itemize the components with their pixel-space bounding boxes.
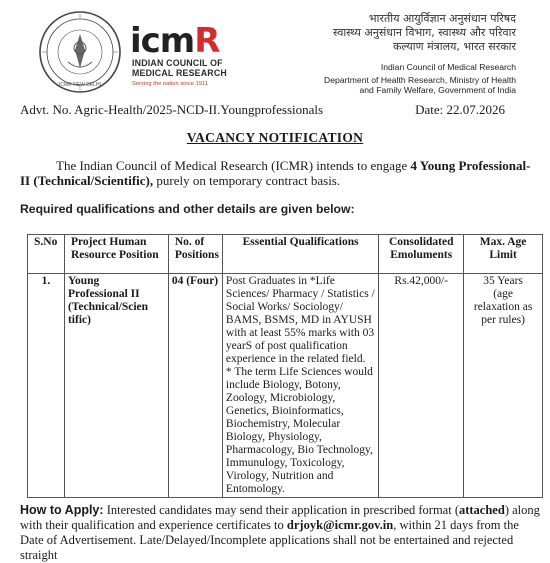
age-line-2: (age [493, 288, 513, 300]
cell-position [64, 274, 168, 498]
logo-accent: R [194, 21, 220, 61]
intro-paragraph [20, 158, 540, 188]
cell-sno: 1. [28, 274, 65, 498]
dept-line-2: and Family Welfare, Government of India [359, 85, 516, 95]
qualification-note: * The term Life Sciences would include Biology, Botony, Zoology, Microbiology, Genetics, Bioinformatics, Biochemistry, Molecular Biology, Physiology, Pharmacology, Bio Technology, Immunulogy, Toxicology, Virology, Nutrition and Entomology. [225, 366, 373, 495]
hindi-header [333, 12, 516, 54]
logo-name-line2: MEDICAL RESEARCH [132, 68, 227, 78]
dept-line-1: Department of Health Research, Ministry of Health [323, 74, 516, 85]
hindi-line-1: भारतीय आयुर्विज्ञान अनुसंधान परिषद [368, 12, 516, 25]
how-to-apply-label: How to Apply: [20, 503, 104, 517]
logo-name-line1: INDIAN COUNCIL OF [132, 58, 223, 68]
col-header-position: Project Human Resource Position [64, 235, 168, 274]
col-header-qualifications: Essential Qualifications [222, 235, 378, 274]
org-name-en: Indian Council of Medical Research [380, 62, 516, 72]
email-link[interactable]: drjoyk@icmr.gov.in [286, 518, 394, 532]
position-line-1: Young [67, 275, 100, 287]
intro-text-1: The Indian Council of Medical Research (ICMR) intends to engage [56, 158, 411, 173]
vacancy-table [27, 234, 543, 498]
notification-date: Date: 22.07.2026 [415, 102, 505, 117]
age-line-3: relaxation as [473, 301, 533, 313]
table-row [28, 274, 543, 498]
hindi-line-2: स्वास्थ्य अनुसंधान विभाग, स्वास्थ्य और परिवार [332, 26, 516, 39]
age-line-1: 35 Years [483, 275, 523, 287]
cell-qualification [222, 274, 378, 498]
logo-org-name [132, 58, 227, 78]
col-header-emoluments: Consolidated Emoluments [379, 235, 464, 274]
requirements-heading: Required qualifications and other details are given below: [20, 202, 355, 216]
how-text-3: , within 21 days from the Date of Advertisement. Late/Delayed/Incomplete applications shall not be entertained and rejected straight [20, 518, 519, 562]
cell-positions: 04 (Four) [168, 274, 222, 498]
qualification-text: Post Graduates in *Life Sciences/ Pharmacy / Statistics / Social Works/ Sociology/ BAMS, BSMS, MD in AYUSH with at least 55% marks with 03 yearS of post qualification experience in the related field. [225, 275, 375, 365]
icmr-wordmark [130, 21, 220, 61]
seal-text: ICMR NEW DELHI [59, 82, 101, 88]
cell-age-limit [464, 274, 543, 498]
advertisement-number: Advt. No. Agric-Health/2025-NCD-II.Youngprofessionals [20, 102, 324, 117]
icmr-seal-logo [38, 10, 122, 94]
how-text-1: Interested candidates may send their application in prescribed format ( [103, 503, 459, 517]
hindi-line-3: कल्याण मंत्रालय, भारत सरकार [392, 40, 516, 53]
col-header-sno: S.No [28, 235, 65, 274]
intro-bold: 4 Young Professional-II (Technical/Scientific), [20, 158, 531, 188]
table-header-row [28, 235, 543, 274]
logo-prefix: icm [130, 21, 195, 61]
position-line-3: (Technical/Scien [67, 301, 149, 313]
col-header-age: Max. Age Limit [464, 235, 543, 274]
english-org-header [324, 62, 516, 96]
cell-emoluments: Rs.42,000/- [379, 274, 464, 498]
col-header-count: No. of Positions [168, 235, 222, 274]
attached-word: attached [458, 503, 505, 517]
page-title: VACANCY NOTIFICATION [186, 130, 364, 145]
how-text-2: ) along with their qualification and experience certificates to [20, 503, 540, 532]
position-line-4: tific) [67, 314, 91, 326]
logo-tagline: Serving the nation since 1911 [132, 81, 208, 87]
position-line-2: Professional II [67, 288, 140, 300]
how-to-apply [20, 503, 540, 563]
intro-text-2: purely on temporary contract basis. [153, 173, 341, 188]
age-line-4: per rules) [481, 314, 525, 326]
